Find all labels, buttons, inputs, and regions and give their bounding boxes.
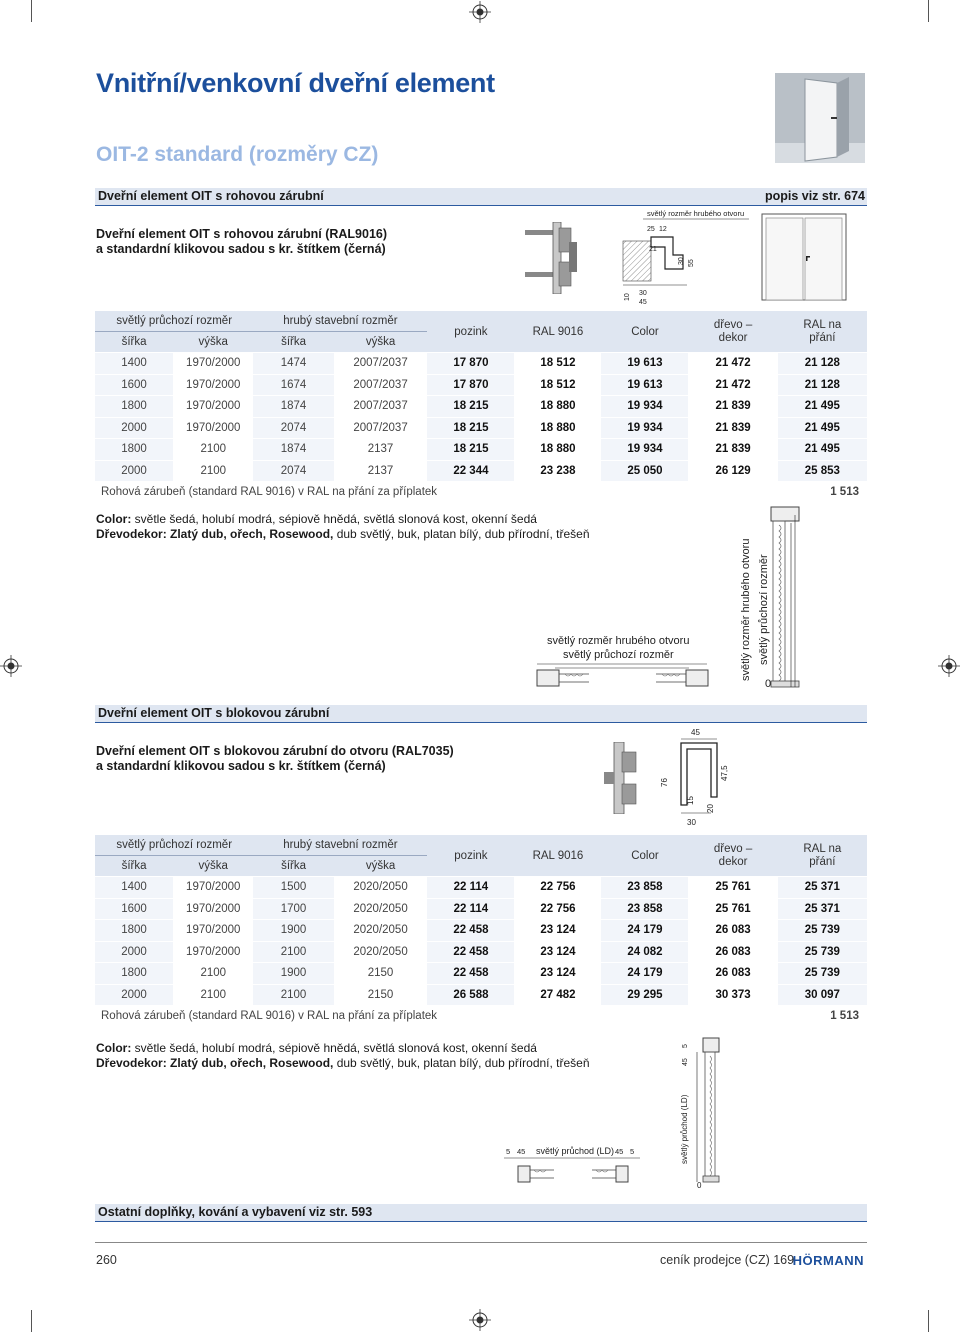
dimension-label: 47,5 [720, 765, 729, 781]
dimension-label: 30 [678, 257, 685, 265]
table-cell: 1600 [95, 374, 173, 396]
table-cell: 2100 [253, 984, 333, 1006]
table-cell: 25 739 [778, 963, 867, 985]
dimension-label: světlý průchod (LD) [536, 1146, 615, 1156]
table-cell: 25 761 [688, 877, 777, 899]
table-cell: 23 858 [601, 877, 688, 899]
table-cell: 18 512 [514, 353, 601, 375]
table-cell: 25 371 [778, 877, 867, 899]
table-row [95, 374, 867, 396]
block-frame-profile-drawing [655, 725, 735, 830]
dimension-label: 76 [660, 778, 669, 787]
column-subheader: výška [173, 856, 253, 877]
table-cell: 2150 [334, 963, 428, 985]
table-cell: 1500 [253, 877, 333, 899]
table-cell: 18 880 [514, 417, 601, 439]
dimension-label: 12 [659, 226, 667, 233]
section-bar-corner-frame [95, 188, 867, 206]
table-row [95, 963, 867, 985]
table-cell: 1800 [95, 963, 173, 985]
double-door-drawing [760, 212, 848, 302]
table-cell: 25 761 [688, 898, 777, 920]
frame-plan-drawing [535, 630, 710, 692]
door-photo-icon [775, 73, 865, 163]
dimension-label: 45 [517, 1147, 526, 1156]
table-cell: 17 870 [427, 374, 514, 396]
corner-frame-profile-drawing [603, 207, 753, 307]
surcharge-label: Rohová zárubeň (standard RAL 9016) v RAL na přání za příplatek [95, 1006, 778, 1027]
dimension-label: 15 [686, 796, 695, 805]
table-cell: 2100 [253, 941, 333, 963]
table-cell: 1800 [95, 396, 173, 418]
wood-line [96, 1056, 590, 1071]
table-cell: 2150 [334, 984, 428, 1006]
table-cell: 21 839 [688, 417, 777, 439]
table-cell: 22 114 [427, 898, 514, 920]
frame-vertical-section-drawing [737, 505, 807, 695]
column-group-header: hrubý stavební rozměr [253, 835, 427, 856]
table-cell: 24 179 [601, 963, 688, 985]
table-cell: 1674 [253, 374, 333, 396]
table-cell: 2074 [253, 417, 333, 439]
table-footer-row [95, 482, 867, 503]
table-cell: 26 083 [688, 920, 777, 942]
footer-divider [95, 1242, 867, 1243]
table-cell: 21 839 [688, 439, 777, 461]
surcharge-value: 1 513 [778, 482, 867, 503]
column-header-text: RAL na přání [803, 842, 842, 868]
table-cell: 22 756 [514, 877, 601, 899]
table-cell: 2137 [334, 460, 428, 482]
dimension-label: světlý průchozí rozměr [758, 554, 770, 665]
registration-mark-icon [469, 1, 491, 23]
surcharge-value: 1 513 [778, 1006, 867, 1027]
dimension-label: 55 [688, 259, 695, 267]
table-cell: 26 588 [427, 984, 514, 1006]
table-row [95, 877, 867, 899]
table-cell: 21 495 [778, 417, 867, 439]
table-cell: 26 083 [688, 941, 777, 963]
table-cell: 24 082 [601, 941, 688, 963]
table-cell: 22 344 [427, 460, 514, 482]
wood-text: dub světlý, buk, platan bílý, dub přírodní, třešeň [333, 1056, 590, 1070]
dimension-label: 20 [706, 804, 715, 813]
table-cell: 27 482 [514, 984, 601, 1006]
color-label: Color: [96, 1041, 132, 1055]
table-cell: 2020/2050 [334, 920, 428, 942]
dimension-label: 10 [624, 293, 631, 301]
page-subtitle: OIT-2 standard (rozměry CZ) [96, 143, 379, 166]
table-cell: 1970/2000 [173, 396, 253, 418]
dimension-label: světlý rozměr hrubého otvoru [647, 209, 745, 218]
column-subheader: šířka [95, 332, 173, 353]
crop-mark [928, 1310, 929, 1332]
table-cell: 22 458 [427, 920, 514, 942]
dimension-label: 45 [639, 299, 647, 306]
description-line: a standardní klikovou sadou s kr. štítkem (černá) [96, 241, 386, 256]
crop-mark [31, 0, 32, 22]
wood-text: dub světlý, buk, platan bílý, dub přírodní, třešeň [333, 527, 590, 541]
table-cell: 21 839 [688, 396, 777, 418]
dimension-label: 21 [649, 246, 657, 253]
column-header-text: RAL na přání [803, 318, 842, 344]
column-header: RAL 9016 [514, 835, 601, 877]
column-header [778, 835, 867, 877]
wood-label: Dřevodekor: [96, 1056, 167, 1070]
column-subheader: šířka [253, 332, 333, 353]
column-header-text: dřevo – dekor [713, 318, 753, 344]
dimension-label: světlý průchod (LD) [680, 1094, 689, 1164]
section-description [96, 744, 454, 773]
table-cell: 19 613 [601, 374, 688, 396]
price-table-corner-frame [95, 311, 867, 503]
table-cell: 21 495 [778, 396, 867, 418]
table-cell: 2007/2037 [334, 353, 428, 375]
column-group-header: světlý průchozí rozměr [95, 311, 253, 332]
table-cell: 22 756 [514, 898, 601, 920]
wood-line [96, 527, 590, 542]
column-header: RAL 9016 [514, 311, 601, 353]
table-cell: 30 373 [688, 984, 777, 1006]
table-cell: 21 495 [778, 439, 867, 461]
table-cell: 25 739 [778, 941, 867, 963]
dimension-label: 5 [630, 1147, 635, 1156]
table-cell: 24 179 [601, 920, 688, 942]
table-row [95, 460, 867, 482]
table-cell: 2100 [173, 439, 253, 461]
page-number: 260 [96, 1253, 117, 1267]
table-cell: 1400 [95, 877, 173, 899]
block-frame-vertical-section-drawing [675, 1030, 725, 1190]
table-cell: 23 124 [514, 920, 601, 942]
table-cell: 18 512 [514, 374, 601, 396]
dimension-label: 45 [691, 728, 700, 737]
dimension-label: 45 [682, 1058, 689, 1066]
table-row [95, 920, 867, 942]
section-bar-block-frame [95, 705, 867, 723]
table-cell: 1970/2000 [173, 920, 253, 942]
table-row [95, 439, 867, 461]
color-text: světle šedá, holubí modrá, sépiově hnědá, světlá slonová kost, okenní šedá [131, 512, 537, 526]
crop-mark [31, 1310, 32, 1332]
table-cell: 26 129 [688, 460, 777, 482]
table-cell: 2100 [173, 984, 253, 1006]
table-cell: 2137 [334, 439, 428, 461]
table-row [95, 396, 867, 418]
dimension-label: 5 [506, 1147, 511, 1156]
catalog-reference: ceník prodejce (CZ) 169 [660, 1253, 795, 1267]
table-row [95, 941, 867, 963]
table-cell: 19 613 [601, 353, 688, 375]
table-cell: 1474 [253, 353, 333, 375]
table-row [95, 353, 867, 375]
section-bar-reference: popis viz str. 674 [764, 189, 865, 203]
table-cell: 25 050 [601, 460, 688, 482]
dimension-label: 0 [765, 678, 772, 690]
accessories-reference: Ostatní doplňky, kování a vybavení viz str. 593 [98, 1205, 373, 1219]
hinge-drawing [525, 222, 580, 294]
description-line: Dveřní element OIT s rohovou zárubní (RAL9016) [96, 227, 388, 241]
table-cell: 1800 [95, 439, 173, 461]
table-cell: 25 371 [778, 898, 867, 920]
color-options-note [96, 512, 590, 542]
table-footer-row [95, 1006, 867, 1027]
registration-mark-icon [938, 655, 960, 677]
table-cell: 1800 [95, 920, 173, 942]
price-table-block-frame [95, 835, 867, 1027]
dimension-label: světlý rozměr hrubého otvoru [740, 538, 752, 681]
surcharge-label: Rohová zárubeň (standard RAL 9016) v RAL na přání za příplatek [95, 482, 778, 503]
color-text: světle šedá, holubí modrá, sépiově hnědá, světlá slonová kost, okenní šedá [131, 1041, 537, 1055]
column-header-text: dřevo – dekor [713, 842, 753, 868]
column-group-header: světlý průchozí rozměr [95, 835, 253, 856]
table-cell: 1970/2000 [173, 374, 253, 396]
table-cell: 1970/2000 [173, 898, 253, 920]
description-line: Dveřní element OIT s blokovou zárubní do otvoru (RAL7035) [96, 744, 454, 758]
table-row [95, 984, 867, 1006]
column-header [688, 311, 777, 353]
table-cell: 2100 [173, 963, 253, 985]
table-cell: 18 215 [427, 439, 514, 461]
description-line: a standardní klikovou sadou s kr. štítkem (černá) [96, 758, 386, 773]
column-subheader: výška [334, 332, 428, 353]
table-cell: 21 472 [688, 353, 777, 375]
dimension-label: 30 [639, 290, 647, 297]
block-frame-plan-drawing [500, 1140, 650, 1192]
table-cell: 1970/2000 [173, 877, 253, 899]
table-row [95, 898, 867, 920]
table-cell: 25 853 [778, 460, 867, 482]
dimension-label: 25 [647, 226, 655, 233]
section-bar-accessories [95, 1204, 867, 1222]
column-group-header: hrubý stavební rozměr [253, 311, 427, 332]
dimension-label: světlý průchozí rozměr [563, 649, 674, 661]
table-cell: 1900 [253, 920, 333, 942]
column-header: Color [601, 311, 688, 353]
wood-bold-text: Zlatý dub, ořech, Rosewood, [166, 527, 334, 541]
table-cell: 2020/2050 [334, 898, 428, 920]
column-subheader: výška [173, 332, 253, 353]
color-label: Color: [96, 512, 132, 526]
table-cell: 2007/2037 [334, 417, 428, 439]
dimension-label: 0 [697, 1181, 702, 1190]
table-cell: 2000 [95, 417, 173, 439]
table-cell: 21 128 [778, 353, 867, 375]
table-cell: 2100 [173, 460, 253, 482]
table-cell: 19 934 [601, 417, 688, 439]
table-cell: 23 124 [514, 941, 601, 963]
table-cell: 21 472 [688, 374, 777, 396]
table-cell: 23 124 [514, 963, 601, 985]
brand-logo: HÖRMANN [792, 1253, 864, 1268]
section-bar-title: Dveřní element OIT s rohovou zárubní [98, 189, 324, 203]
table-cell: 18 880 [514, 396, 601, 418]
table-cell: 25 739 [778, 920, 867, 942]
dimension-label: 45 [615, 1147, 624, 1156]
table-cell: 1874 [253, 439, 333, 461]
table-cell: 18 215 [427, 417, 514, 439]
table-cell: 2007/2037 [334, 374, 428, 396]
section-bar-title: Dveřní element OIT s blokovou zárubní [98, 706, 330, 720]
table-cell: 17 870 [427, 353, 514, 375]
table-cell: 23 858 [601, 898, 688, 920]
table-cell: 2007/2037 [334, 396, 428, 418]
table-cell: 1970/2000 [173, 941, 253, 963]
table-cell: 1970/2000 [173, 417, 253, 439]
column-subheader: šířka [253, 856, 333, 877]
color-line [96, 512, 590, 527]
table-cell: 26 083 [688, 963, 777, 985]
column-header [778, 311, 867, 353]
table-cell: 1600 [95, 898, 173, 920]
table-row [95, 417, 867, 439]
registration-mark-icon [0, 655, 22, 677]
column-header: pozink [427, 835, 514, 877]
column-subheader: šířka [95, 856, 173, 877]
table-cell: 2020/2050 [334, 941, 428, 963]
table-cell: 1700 [253, 898, 333, 920]
table-cell: 22 458 [427, 941, 514, 963]
column-subheader: výška [334, 856, 428, 877]
wood-label: Dřevodekor: [96, 527, 167, 541]
table-cell: 1900 [253, 963, 333, 985]
table-cell: 19 934 [601, 396, 688, 418]
column-header: pozink [427, 311, 514, 353]
table-cell: 2000 [95, 984, 173, 1006]
table-cell: 1970/2000 [173, 353, 253, 375]
color-options-note [96, 1041, 590, 1071]
dimension-label: 5 [682, 1044, 689, 1048]
section-description [96, 227, 387, 256]
table-cell: 2020/2050 [334, 877, 428, 899]
table-cell: 23 238 [514, 460, 601, 482]
table-cell: 18 880 [514, 439, 601, 461]
dimension-label: 30 [687, 818, 696, 827]
wood-bold-text: Zlatý dub, ořech, Rosewood, [166, 1056, 334, 1070]
column-header [688, 835, 777, 877]
table-cell: 1400 [95, 353, 173, 375]
page-title: Vnitřní/venkovní dveřní element [96, 68, 495, 98]
table-cell: 22 458 [427, 963, 514, 985]
registration-mark-icon [469, 1309, 491, 1331]
color-line [96, 1041, 590, 1056]
table-cell: 22 114 [427, 877, 514, 899]
table-cell: 2074 [253, 460, 333, 482]
table-cell: 19 934 [601, 439, 688, 461]
crop-mark [928, 0, 929, 22]
table-cell: 21 128 [778, 374, 867, 396]
table-cell: 18 215 [427, 396, 514, 418]
table-cell: 2000 [95, 460, 173, 482]
dimension-label: světlý rozměr hrubého otvoru [547, 635, 690, 647]
table-cell: 30 097 [778, 984, 867, 1006]
table-cell: 1874 [253, 396, 333, 418]
hinge-drawing [600, 742, 640, 814]
table-cell: 29 295 [601, 984, 688, 1006]
table-cell: 2000 [95, 941, 173, 963]
column-header: Color [601, 835, 688, 877]
